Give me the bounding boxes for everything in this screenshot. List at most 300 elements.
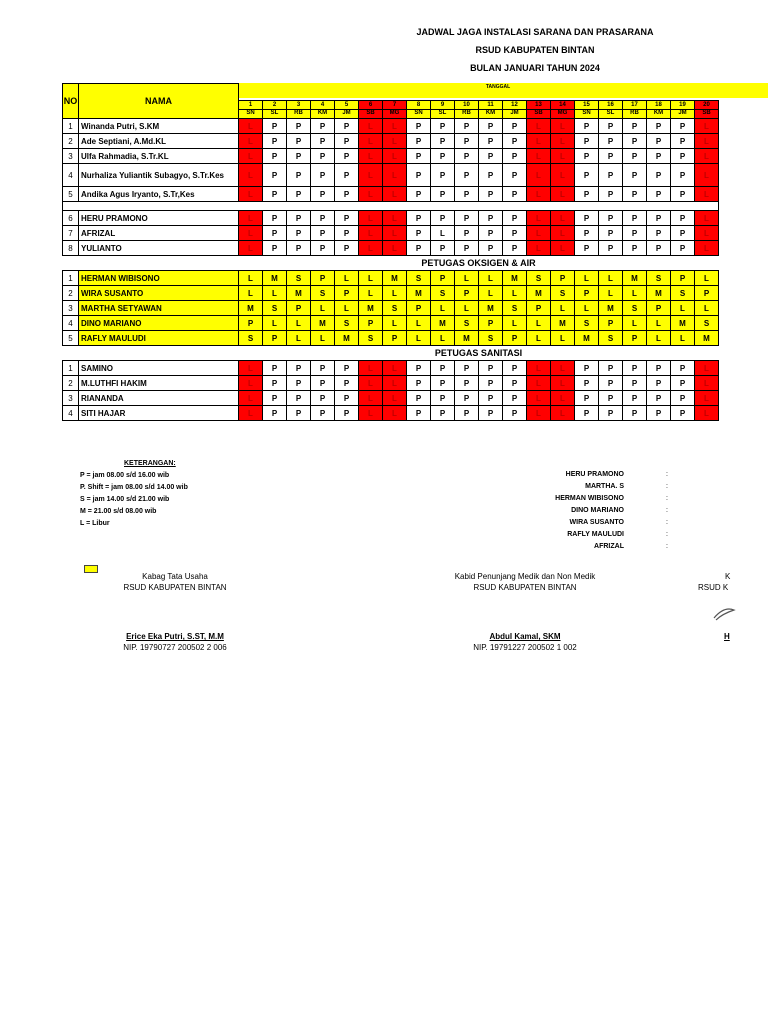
day-header [383, 100, 407, 118]
shift-cell: L [623, 316, 647, 331]
day-number: 14 [551, 102, 574, 110]
shift-cell: P [503, 391, 527, 406]
shift-cell: L [527, 406, 551, 421]
shift-cell: L [239, 211, 263, 226]
table-row [63, 149, 719, 164]
shift-cell: P [671, 119, 695, 134]
day-weekday: SB [534, 109, 543, 116]
shift-cell: P [623, 119, 647, 134]
shift-cell: P [479, 149, 503, 164]
shift-cell: P [599, 134, 623, 149]
colon: : [666, 531, 668, 538]
day-weekday: SL [270, 109, 279, 116]
shift-cell: L [503, 316, 527, 331]
shift-cell: L [671, 301, 695, 316]
shift-cell: M [623, 271, 647, 286]
section-title: PETUGAS SANITASI [239, 346, 719, 361]
shift-cell: P [287, 187, 311, 202]
table-row [63, 134, 719, 149]
day-weekday: KM [317, 109, 328, 116]
shift-cell: P [551, 271, 575, 286]
shift-cell: L [455, 301, 479, 316]
shift-cell: L [551, 187, 575, 202]
shift-cell: P [455, 286, 479, 301]
row-number: 5 [63, 187, 79, 202]
row-number: 4 [63, 406, 79, 421]
shift-cell: L [551, 406, 575, 421]
shift-cell: P [647, 164, 671, 187]
shift-cell: P [335, 361, 359, 376]
shift-cell: L [383, 316, 407, 331]
shift-cell: P [479, 187, 503, 202]
shift-cell: P [599, 361, 623, 376]
shift-cell: P [311, 226, 335, 241]
shift-cell: L [311, 301, 335, 316]
shift-cell: L [695, 211, 719, 226]
staff-name-cell: Winanda Putri, S.KM [79, 119, 239, 134]
shift-cell: L [359, 271, 383, 286]
table-row [63, 361, 719, 376]
day-number: 20 [695, 102, 718, 110]
shift-cell: P [623, 406, 647, 421]
shift-cell: P [407, 211, 431, 226]
shift-cell: P [311, 187, 335, 202]
keterangan-line: P. Shift = jam 08.00 s/d 14.00 wib [80, 484, 188, 491]
shift-cell: L [383, 164, 407, 187]
day-number: 11 [479, 102, 502, 110]
shift-cell: L [671, 331, 695, 346]
shift-cell: P [647, 134, 671, 149]
keterangan-line: L = Libur [80, 520, 110, 527]
shift-cell: P [575, 211, 599, 226]
table-row [63, 391, 719, 406]
shift-cell: P [335, 241, 359, 256]
day-weekday: JM [342, 109, 351, 116]
day-number: 4 [311, 102, 334, 110]
shift-cell: L [527, 316, 551, 331]
shift-cell: P [311, 211, 335, 226]
yellow-marker [84, 565, 98, 573]
shift-cell: P [287, 376, 311, 391]
shift-cell: P [263, 226, 287, 241]
left-signer-role: Kabag Tata Usaha [142, 572, 208, 581]
shift-cell: L [383, 134, 407, 149]
shift-cell: L [575, 301, 599, 316]
shift-cell: P [287, 361, 311, 376]
shift-cell: M [527, 286, 551, 301]
shift-cell: M [263, 271, 287, 286]
shift-cell: P [407, 164, 431, 187]
shift-cell: P [359, 316, 383, 331]
shift-cell: L [647, 316, 671, 331]
shift-cell: P [407, 406, 431, 421]
staff-name-cell: SAMINO [79, 361, 239, 376]
shift-cell: P [455, 119, 479, 134]
shift-cell: P [503, 376, 527, 391]
shift-cell: P [623, 187, 647, 202]
schedule-table [62, 83, 719, 421]
shift-cell: P [455, 211, 479, 226]
staff-name: HERU PRAMONO [565, 471, 624, 478]
shift-cell: P [335, 134, 359, 149]
shift-cell: P [407, 134, 431, 149]
shift-cell: P [503, 164, 527, 187]
staff-name: DINO MARIANO [571, 507, 624, 514]
shift-cell: P [575, 406, 599, 421]
shift-cell: L [623, 286, 647, 301]
table-row [63, 316, 719, 331]
shift-cell: P [647, 361, 671, 376]
shift-cell: P [671, 391, 695, 406]
shift-cell: L [359, 149, 383, 164]
shift-cell: L [383, 361, 407, 376]
keterangan-line: S = jam 14.00 s/d 21.00 wib [80, 496, 170, 503]
shift-cell: L [383, 119, 407, 134]
shift-cell: P [623, 331, 647, 346]
day-weekday: JM [510, 109, 519, 116]
shift-cell: P [599, 211, 623, 226]
shift-cell: P [431, 187, 455, 202]
shift-cell: L [551, 211, 575, 226]
shift-cell: L [551, 226, 575, 241]
shift-cell: S [407, 271, 431, 286]
shift-cell: P [455, 406, 479, 421]
col-no-header: NO [63, 84, 79, 119]
keterangan-title: KETERANGAN: [124, 460, 176, 467]
shift-cell: L [359, 226, 383, 241]
shift-cell: P [479, 211, 503, 226]
day-header [527, 100, 551, 118]
shift-cell: P [311, 376, 335, 391]
shift-cell: P [671, 226, 695, 241]
table-row [63, 406, 719, 421]
shift-cell: P [647, 187, 671, 202]
shift-cell: P [335, 187, 359, 202]
mid-signer-role: Kabid Penunjang Medik dan Non Medik [454, 572, 596, 581]
shift-cell: P [407, 376, 431, 391]
shift-cell: P [671, 149, 695, 164]
shift-cell: P [503, 361, 527, 376]
shift-cell: P [263, 164, 287, 187]
shift-cell: M [431, 316, 455, 331]
shift-cell: P [263, 211, 287, 226]
shift-cell: P [575, 164, 599, 187]
shift-cell: L [551, 331, 575, 346]
shift-cell: P [647, 119, 671, 134]
staff-name-cell: Nurhaliza Yuliantik Subagyo, S.Tr.Kes [79, 164, 239, 187]
day-number: 7 [383, 102, 406, 110]
shift-cell: L [695, 134, 719, 149]
day-header [599, 100, 623, 118]
shift-cell: P [287, 226, 311, 241]
shift-cell: P [239, 316, 263, 331]
row-number: 8 [63, 241, 79, 256]
shift-cell: P [455, 361, 479, 376]
day-weekday: SL [438, 109, 447, 116]
shift-cell: M [455, 331, 479, 346]
shift-cell: P [407, 241, 431, 256]
staff-name: MARTHA. S [585, 483, 624, 490]
shift-cell: P [335, 406, 359, 421]
shift-cell: L [551, 391, 575, 406]
shift-cell: L [599, 271, 623, 286]
shift-cell: P [623, 241, 647, 256]
shift-cell: P [575, 149, 599, 164]
day-weekday: RB [294, 109, 303, 116]
staff-name-cell: HERU PRAMONO [79, 211, 239, 226]
shift-cell: L [263, 286, 287, 301]
shift-cell: P [431, 149, 455, 164]
table-row [63, 376, 719, 391]
shift-cell: P [479, 316, 503, 331]
day-header [671, 100, 695, 118]
day-weekday: JM [678, 109, 687, 116]
shift-cell: L [383, 211, 407, 226]
shift-cell: L [239, 361, 263, 376]
shift-cell: L [695, 164, 719, 187]
shift-cell: P [647, 406, 671, 421]
right-signer-role: K [725, 572, 731, 581]
colon: : [666, 519, 668, 526]
shift-cell: L [335, 301, 359, 316]
staff-name-cell: DINO MARIANO [79, 316, 239, 331]
day-weekday: SL [606, 109, 615, 116]
shift-cell: P [407, 187, 431, 202]
staff-name: HERMAN WIBISONO [555, 495, 624, 502]
section-row [63, 346, 719, 361]
shift-cell: P [599, 316, 623, 331]
shift-cell: L [359, 391, 383, 406]
shift-cell: P [575, 241, 599, 256]
shift-cell: S [263, 301, 287, 316]
shift-cell: P [335, 391, 359, 406]
shift-cell: P [431, 164, 455, 187]
shift-cell: L [695, 271, 719, 286]
shift-cell: P [599, 376, 623, 391]
shift-cell: L [551, 361, 575, 376]
shift-cell: S [671, 286, 695, 301]
shift-cell: P [599, 406, 623, 421]
shift-cell: L [551, 376, 575, 391]
shift-cell: L [239, 241, 263, 256]
shift-cell: L [695, 119, 719, 134]
left-signer-nip: NIP. 19790727 200502 2 006 [123, 643, 227, 652]
staff-name-cell: HERMAN WIBISONO [79, 271, 239, 286]
shift-cell: P [287, 406, 311, 421]
shift-cell: P [431, 271, 455, 286]
day-weekday: SB [702, 109, 711, 116]
shift-cell: L [695, 406, 719, 421]
shift-cell: S [383, 301, 407, 316]
shift-cell: L [527, 331, 551, 346]
row-number: 5 [63, 331, 79, 346]
right-signer-org: RSUD K [698, 583, 729, 592]
shift-cell: P [647, 226, 671, 241]
shift-cell: L [479, 271, 503, 286]
title-line-2: RSUD KABUPATEN BINTAN [475, 45, 595, 55]
title-line-1: JADWAL JAGA INSTALASI SARANA DAN PRASARANA [416, 27, 654, 37]
row-number: 1 [63, 271, 79, 286]
shift-cell: L [359, 361, 383, 376]
shift-cell: P [575, 119, 599, 134]
row-number: 4 [63, 316, 79, 331]
shift-cell: P [671, 164, 695, 187]
staff-name-cell: SITI HAJAR [79, 406, 239, 421]
shift-cell: L [455, 271, 479, 286]
day-weekday: MG [557, 109, 568, 116]
shift-cell: P [575, 376, 599, 391]
shift-cell: P [407, 391, 431, 406]
shift-cell: M [383, 271, 407, 286]
shift-cell: L [527, 391, 551, 406]
shift-cell: M [287, 286, 311, 301]
shift-cell: P [647, 391, 671, 406]
shift-cell: L [239, 119, 263, 134]
shift-cell: L [239, 149, 263, 164]
staff-name-cell: WIRA SUSANTO [79, 286, 239, 301]
shift-cell: L [359, 376, 383, 391]
row-number: 2 [63, 286, 79, 301]
shift-cell: P [671, 187, 695, 202]
shift-cell: P [431, 361, 455, 376]
shift-cell: P [479, 164, 503, 187]
shift-cell: L [695, 376, 719, 391]
shift-cell: S [623, 301, 647, 316]
shift-cell: M [359, 301, 383, 316]
shift-cell: P [287, 164, 311, 187]
staff-name-cell: YULIANTO [79, 241, 239, 256]
shift-cell: P [599, 149, 623, 164]
table-row [63, 187, 719, 202]
shift-cell: P [623, 164, 647, 187]
shift-cell: L [431, 226, 455, 241]
shift-cell: L [431, 331, 455, 346]
shift-cell: L [359, 134, 383, 149]
day-header [431, 100, 455, 118]
day-number: 13 [527, 102, 550, 110]
shift-cell: P [575, 286, 599, 301]
shift-cell: P [647, 149, 671, 164]
shift-cell: P [623, 149, 647, 164]
staff-name-cell: RAFLY MAULUDI [79, 331, 239, 346]
section-title: PETUGAS OKSIGEN & AIR [239, 256, 719, 271]
shift-cell: S [311, 286, 335, 301]
mid-signer-org: RSUD KABUPATEN BINTAN [473, 583, 577, 592]
day-number: 2 [263, 102, 286, 110]
day-number: 8 [407, 102, 430, 110]
shift-cell: M [407, 286, 431, 301]
shift-cell: S [287, 271, 311, 286]
shift-cell: S [575, 316, 599, 331]
shift-cell: P [455, 391, 479, 406]
shift-cell: M [575, 331, 599, 346]
shift-cell: P [407, 361, 431, 376]
shift-cell: P [623, 211, 647, 226]
shift-cell: P [287, 119, 311, 134]
shift-cell: M [239, 301, 263, 316]
day-header [407, 100, 431, 118]
shift-cell: P [479, 226, 503, 241]
shift-cell: P [431, 376, 455, 391]
day-header [263, 100, 287, 118]
shift-cell: P [335, 226, 359, 241]
table-row [63, 331, 719, 346]
shift-cell: S [695, 316, 719, 331]
shift-cell: P [287, 211, 311, 226]
staff-name: WIRA SUSANTO [569, 519, 624, 526]
section-row [63, 256, 719, 271]
shift-cell: P [335, 149, 359, 164]
shift-cell: P [503, 134, 527, 149]
shift-cell: L [287, 316, 311, 331]
row-number: 4 [63, 164, 79, 187]
shift-cell: P [311, 164, 335, 187]
day-number: 1 [239, 102, 262, 110]
shift-cell: S [647, 271, 671, 286]
shift-cell: P [311, 119, 335, 134]
shift-cell: P [263, 149, 287, 164]
shift-cell: P [503, 187, 527, 202]
day-number: 10 [455, 102, 478, 110]
shift-cell: L [527, 226, 551, 241]
day-weekday: SB [366, 109, 375, 116]
shift-cell: L [383, 406, 407, 421]
day-header [551, 100, 575, 118]
day-header [359, 100, 383, 118]
shift-cell: L [695, 301, 719, 316]
shift-cell: S [527, 271, 551, 286]
shift-cell: M [671, 316, 695, 331]
shift-cell: L [239, 286, 263, 301]
shift-cell: P [311, 391, 335, 406]
shift-cell: P [287, 391, 311, 406]
shift-cell: P [263, 391, 287, 406]
day-weekday: SN [582, 109, 591, 116]
staff-name-cell: RIANANDA [79, 391, 239, 406]
day-header [287, 100, 311, 118]
shift-cell: P [575, 226, 599, 241]
day-number: 19 [671, 102, 694, 110]
shift-cell: P [671, 241, 695, 256]
shift-cell: P [335, 286, 359, 301]
signature-stroke-icon [710, 600, 740, 624]
shift-cell: P [647, 376, 671, 391]
day-number: 3 [287, 102, 310, 110]
left-signer-org: RSUD KABUPATEN BINTAN [123, 583, 227, 592]
shift-cell: P [455, 134, 479, 149]
shift-cell: L [359, 406, 383, 421]
day-number: 16 [599, 102, 622, 110]
shift-cell: M [695, 331, 719, 346]
table-row [63, 241, 719, 256]
shift-cell: P [431, 211, 455, 226]
shift-cell: S [455, 316, 479, 331]
shift-cell: P [311, 361, 335, 376]
table-row [63, 211, 719, 226]
shift-cell: M [311, 316, 335, 331]
shift-cell: P [311, 134, 335, 149]
shift-cell: P [335, 119, 359, 134]
title-line-3: BULAN JANUARI TAHUN 2024 [470, 63, 600, 73]
colon: : [666, 483, 668, 490]
shift-cell: P [263, 187, 287, 202]
shift-cell: S [359, 331, 383, 346]
shift-cell: P [599, 119, 623, 134]
shift-cell: S [431, 286, 455, 301]
day-number: 12 [503, 102, 526, 110]
shift-cell: P [623, 361, 647, 376]
shift-cell: P [311, 149, 335, 164]
